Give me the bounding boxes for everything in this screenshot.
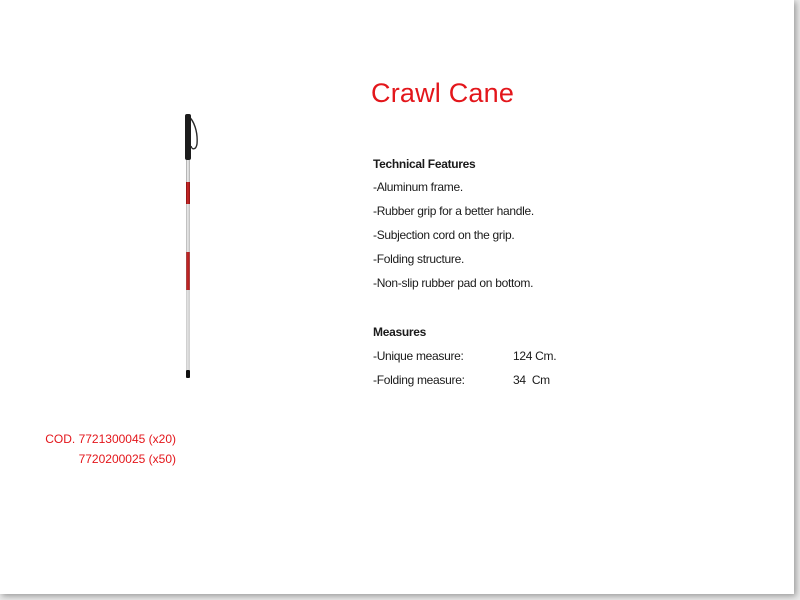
- list-item: -Folding structure.: [373, 252, 465, 266]
- cane-shaft-segment: [186, 160, 190, 182]
- measure-label: -Unique measure:: [373, 349, 464, 363]
- product-code-line: 7720200025 (x50): [78, 452, 176, 466]
- list-item: -Aluminum frame.: [373, 180, 463, 194]
- cane-shaft-segment: [186, 290, 189, 370]
- measure-value: 124 Cm.: [513, 349, 557, 363]
- cane-tip: [186, 370, 190, 378]
- measure-value: 34 Cm: [513, 373, 550, 387]
- technical-features-heading: Technical Features: [373, 157, 476, 171]
- list-item: -Non-slip rubber pad on bottom.: [373, 276, 534, 290]
- cane-image: [150, 110, 230, 385]
- cane-red-band: [186, 182, 190, 204]
- cane-shaft-segment: [186, 204, 190, 252]
- cane-red-band: [186, 252, 190, 290]
- measures-heading: Measures: [373, 325, 426, 339]
- product-title: Crawl Cane: [371, 78, 515, 108]
- product-code-line: COD. 7721300045 (x20): [45, 432, 176, 446]
- list-item: -Subjection cord on the grip.: [373, 228, 515, 242]
- list-item: -Rubber grip for a better handle.: [373, 204, 534, 218]
- cane-grip: [185, 114, 191, 160]
- technical-features-list: [373, 180, 534, 300]
- measure-label: -Folding measure:: [373, 373, 465, 387]
